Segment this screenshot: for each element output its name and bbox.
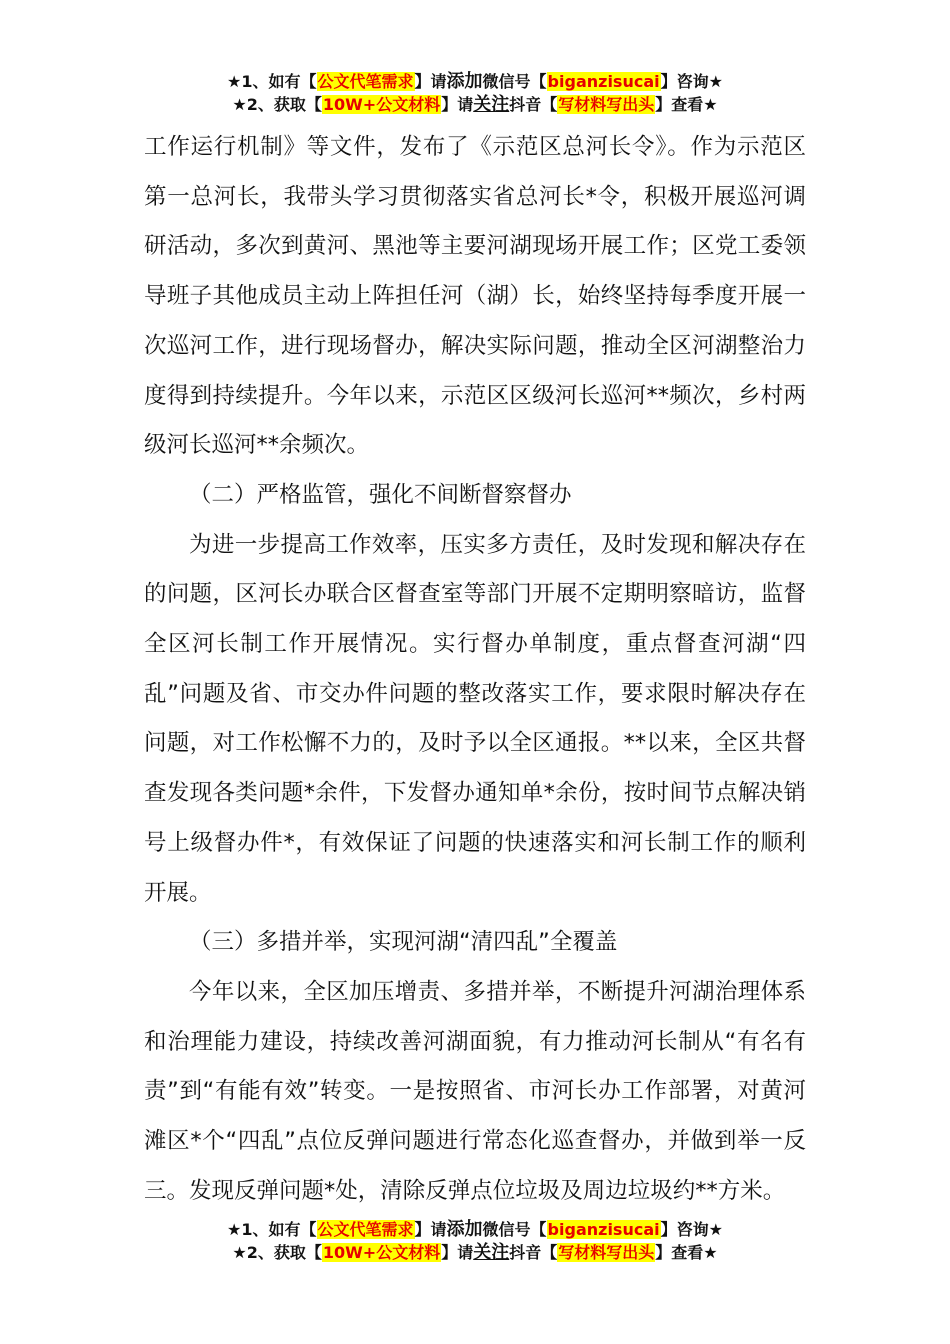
banner-highlight-douyin-account: 写材料写出头	[558, 1243, 655, 1262]
banner-text: 】请	[414, 72, 447, 91]
footer-banner	[0, 1218, 950, 1264]
body-paragraph: 今年以来，全区加压增责、多措并举，不断提升河湖治理体系和治理能力建设，持续改善河湖面貌，有力推动河长制从“有名有责”到“有能有效”转变。一是按照省、市河长办工作部署，对黄河滩区*个“四乱”点位反弹问题进行常态化巡查督办，并做到举一反三。发现反弹问题*处，清除反弹点位垃圾及周边垃圾约**方米。	[144, 978, 806, 1204]
banner-highlight-materials: 10W+公文材料	[322, 95, 441, 114]
banner-text: 抖音【	[509, 1243, 558, 1262]
banner-text: 】咨询★	[660, 72, 723, 91]
banner-text: ★1、如有【	[227, 1220, 317, 1239]
section-heading: （二）严格监管，强化不间断督察督办	[189, 481, 572, 508]
banner-line-1	[0, 70, 950, 93]
banner-text: 】请	[441, 1243, 474, 1262]
banner-text: ★1、如有【	[227, 72, 317, 91]
banner-emphasis: 关注	[473, 94, 510, 115]
banner-text: 抖音【	[509, 95, 558, 114]
banner-text: 】查看★	[655, 95, 718, 114]
body-paragraph: 工作运行机制》等文件，发布了《示范区总河长令》。作为示范区第一总河长，我带头学习贯彻落实省总河长*令，积极开展巡河调研活动，多次到黄河、黑池等主要河湖现场开展工作；区党工委领导班子其他成员主动上阵担任河（湖）长，始终坚持每季度开展一次巡河工作，进行现场督办，解决实际问题，推动全区河湖整治力度得到持续提升。今年以来，示范区区级河长巡河**频次，乡村两级河长巡河**余频次。	[144, 134, 806, 459]
body-paragraph: 为进一步提高工作效率，压实多方责任，及时发现和解决存在的问题，区河长办联合区督查室等部门开展不定期明察暗访，监督全区河长制工作开展情况。实行督办单制度，重点督查河湖“四乱”问题及省、市交办件问题的整改落实工作，要求限时解决存在问题，对工作松懈不力的，及时予以全区通报。**以来，全区共督查发现各类问题*余件，下发督办通知单*余份，按时间节点解决销号上级督办件*，有效保证了问题的快速落实和河长制工作的顺利开展。	[144, 531, 806, 906]
banner-emphasis: 关注	[473, 1242, 510, 1263]
banner-line-2	[0, 93, 950, 116]
banner-highlight-service: 公文代笔需求	[317, 1220, 414, 1239]
banner-emphasis: 添加	[446, 71, 483, 92]
banner-text: 】查看★	[655, 1243, 718, 1262]
banner-line-1	[0, 1218, 950, 1241]
banner-highlight-douyin-account: 写材料写出头	[558, 95, 655, 114]
banner-text: 微信号【	[482, 1220, 547, 1239]
banner-emphasis: 添加	[446, 1219, 483, 1240]
banner-line-2	[0, 1241, 950, 1264]
banner-text: 】请	[441, 95, 474, 114]
banner-highlight-wechat-id: biganzisucai	[547, 1220, 660, 1239]
banner-highlight-materials: 10W+公文材料	[322, 1243, 441, 1262]
banner-text: ★2、获取【	[232, 1243, 322, 1262]
banner-text: 】请	[414, 1220, 447, 1239]
banner-text: 】咨询★	[660, 1220, 723, 1239]
banner-highlight-service: 公文代笔需求	[317, 72, 414, 91]
document-body	[144, 123, 806, 1216]
section-heading: （三）多措并举，实现河湖“清四乱”全覆盖	[189, 929, 618, 956]
banner-highlight-wechat-id: biganzisucai	[547, 72, 660, 91]
banner-text: ★2、获取【	[232, 95, 322, 114]
banner-text: 微信号【	[482, 72, 547, 91]
header-banner	[0, 70, 950, 116]
